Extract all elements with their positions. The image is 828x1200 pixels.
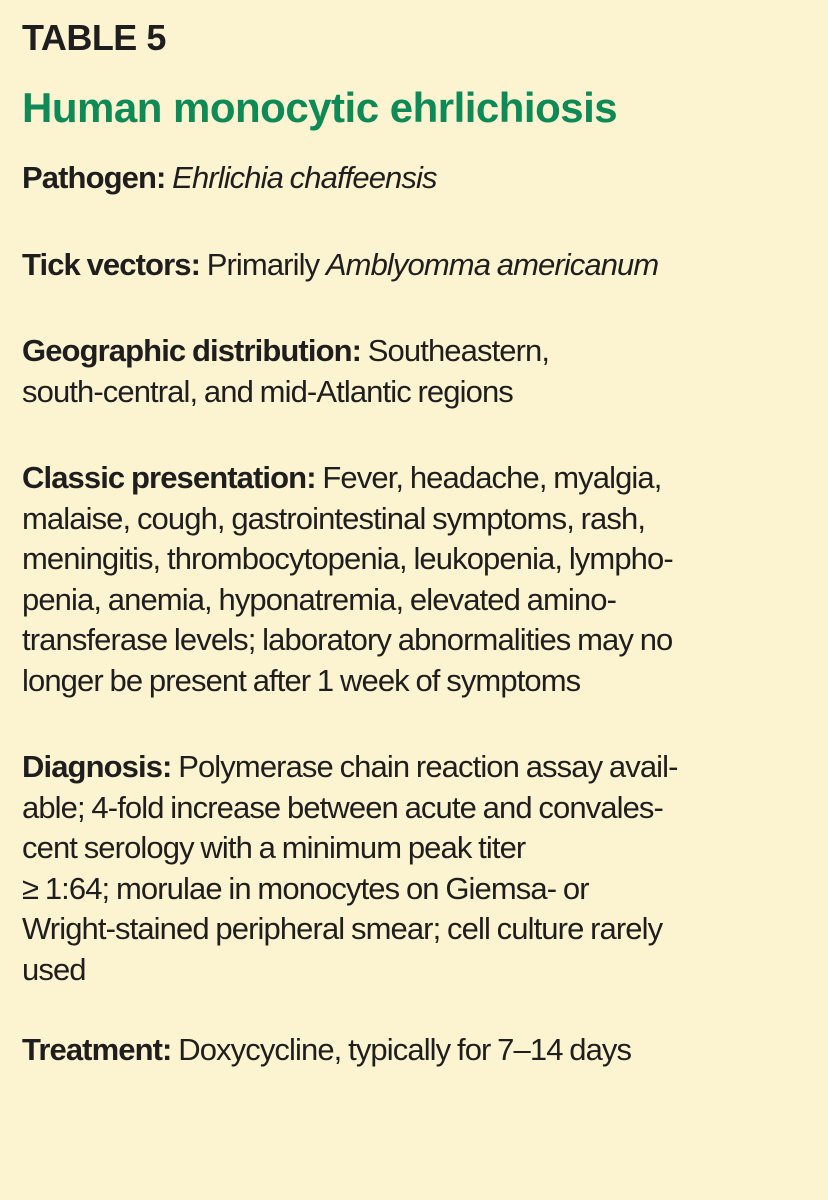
classic-presentation-line-1	[22, 458, 816, 499]
table-title: Human monocytic ehrlichiosis	[22, 84, 618, 131]
pathogen-value: Ehrlichia chaffeensis	[172, 160, 437, 195]
geographic-distribution-text: Southeastern,	[367, 333, 550, 368]
table-number: TABLE 5	[22, 17, 166, 58]
treatment-label: Treatment:	[22, 1032, 172, 1067]
diagnosis-label: Diagnosis:	[22, 749, 172, 784]
tick-vectors-value: Amblyomma americanum	[325, 246, 659, 282]
diagnosis-line-6: used	[22, 951, 86, 987]
diagnosis-line-1	[22, 747, 816, 788]
tick-vectors-section	[22, 245, 816, 286]
diagnosis-line-5: Wright-stained peripheral smear; cell culture rarely	[22, 911, 663, 946]
geographic-distribution-line-2: south-central, and mid-Atlantic regions	[22, 373, 513, 409]
diagnosis-line-4: ≥ 1:64; morulae in monocytes on Giemsa- or	[22, 870, 589, 906]
diagnosis-line-3: cent serology with a minimum peak titer	[22, 830, 526, 865]
pathogen-label: Pathogen:	[22, 160, 166, 195]
classic-presentation-label: Classic presentation:	[22, 460, 316, 495]
geographic-distribution-section	[22, 331, 816, 412]
tick-vectors-prefix: Primarily	[206, 246, 320, 282]
classic-presentation-line-3: meningitis, thrombocytopenia, leukopenia, lympho-	[22, 541, 673, 576]
classic-presentation-line-5: transferase levels; laboratory abnormalities may no	[22, 622, 673, 657]
treatment-section	[22, 1030, 816, 1071]
classic-presentation-line-4: penia, anemia, hyponatremia, elevated amino-	[22, 581, 617, 617]
diagnosis-line-2: able; 4-fold increase between acute and convales-	[22, 789, 663, 825]
classic-presentation-line-6: longer be present after 1 week of symptoms	[22, 662, 581, 698]
treatment-value: Doxycycline, typically for 7–14 days	[178, 1032, 632, 1067]
pathogen-section	[22, 158, 816, 199]
classic-presentation-line-2: malaise, cough, gastrointestinal symptoms, rash,	[22, 500, 646, 536]
classic-presentation-text: Fever, headache, myalgia,	[322, 460, 662, 495]
classic-presentation-section	[22, 458, 816, 701]
geographic-distribution-label: Geographic distribution:	[22, 333, 362, 368]
diagnosis-section	[22, 747, 816, 990]
geographic-distribution-line-1	[22, 331, 816, 372]
tick-vectors-label: Tick vectors:	[22, 246, 200, 282]
diagnosis-text: Polymerase chain reaction assay avail-	[178, 749, 678, 784]
